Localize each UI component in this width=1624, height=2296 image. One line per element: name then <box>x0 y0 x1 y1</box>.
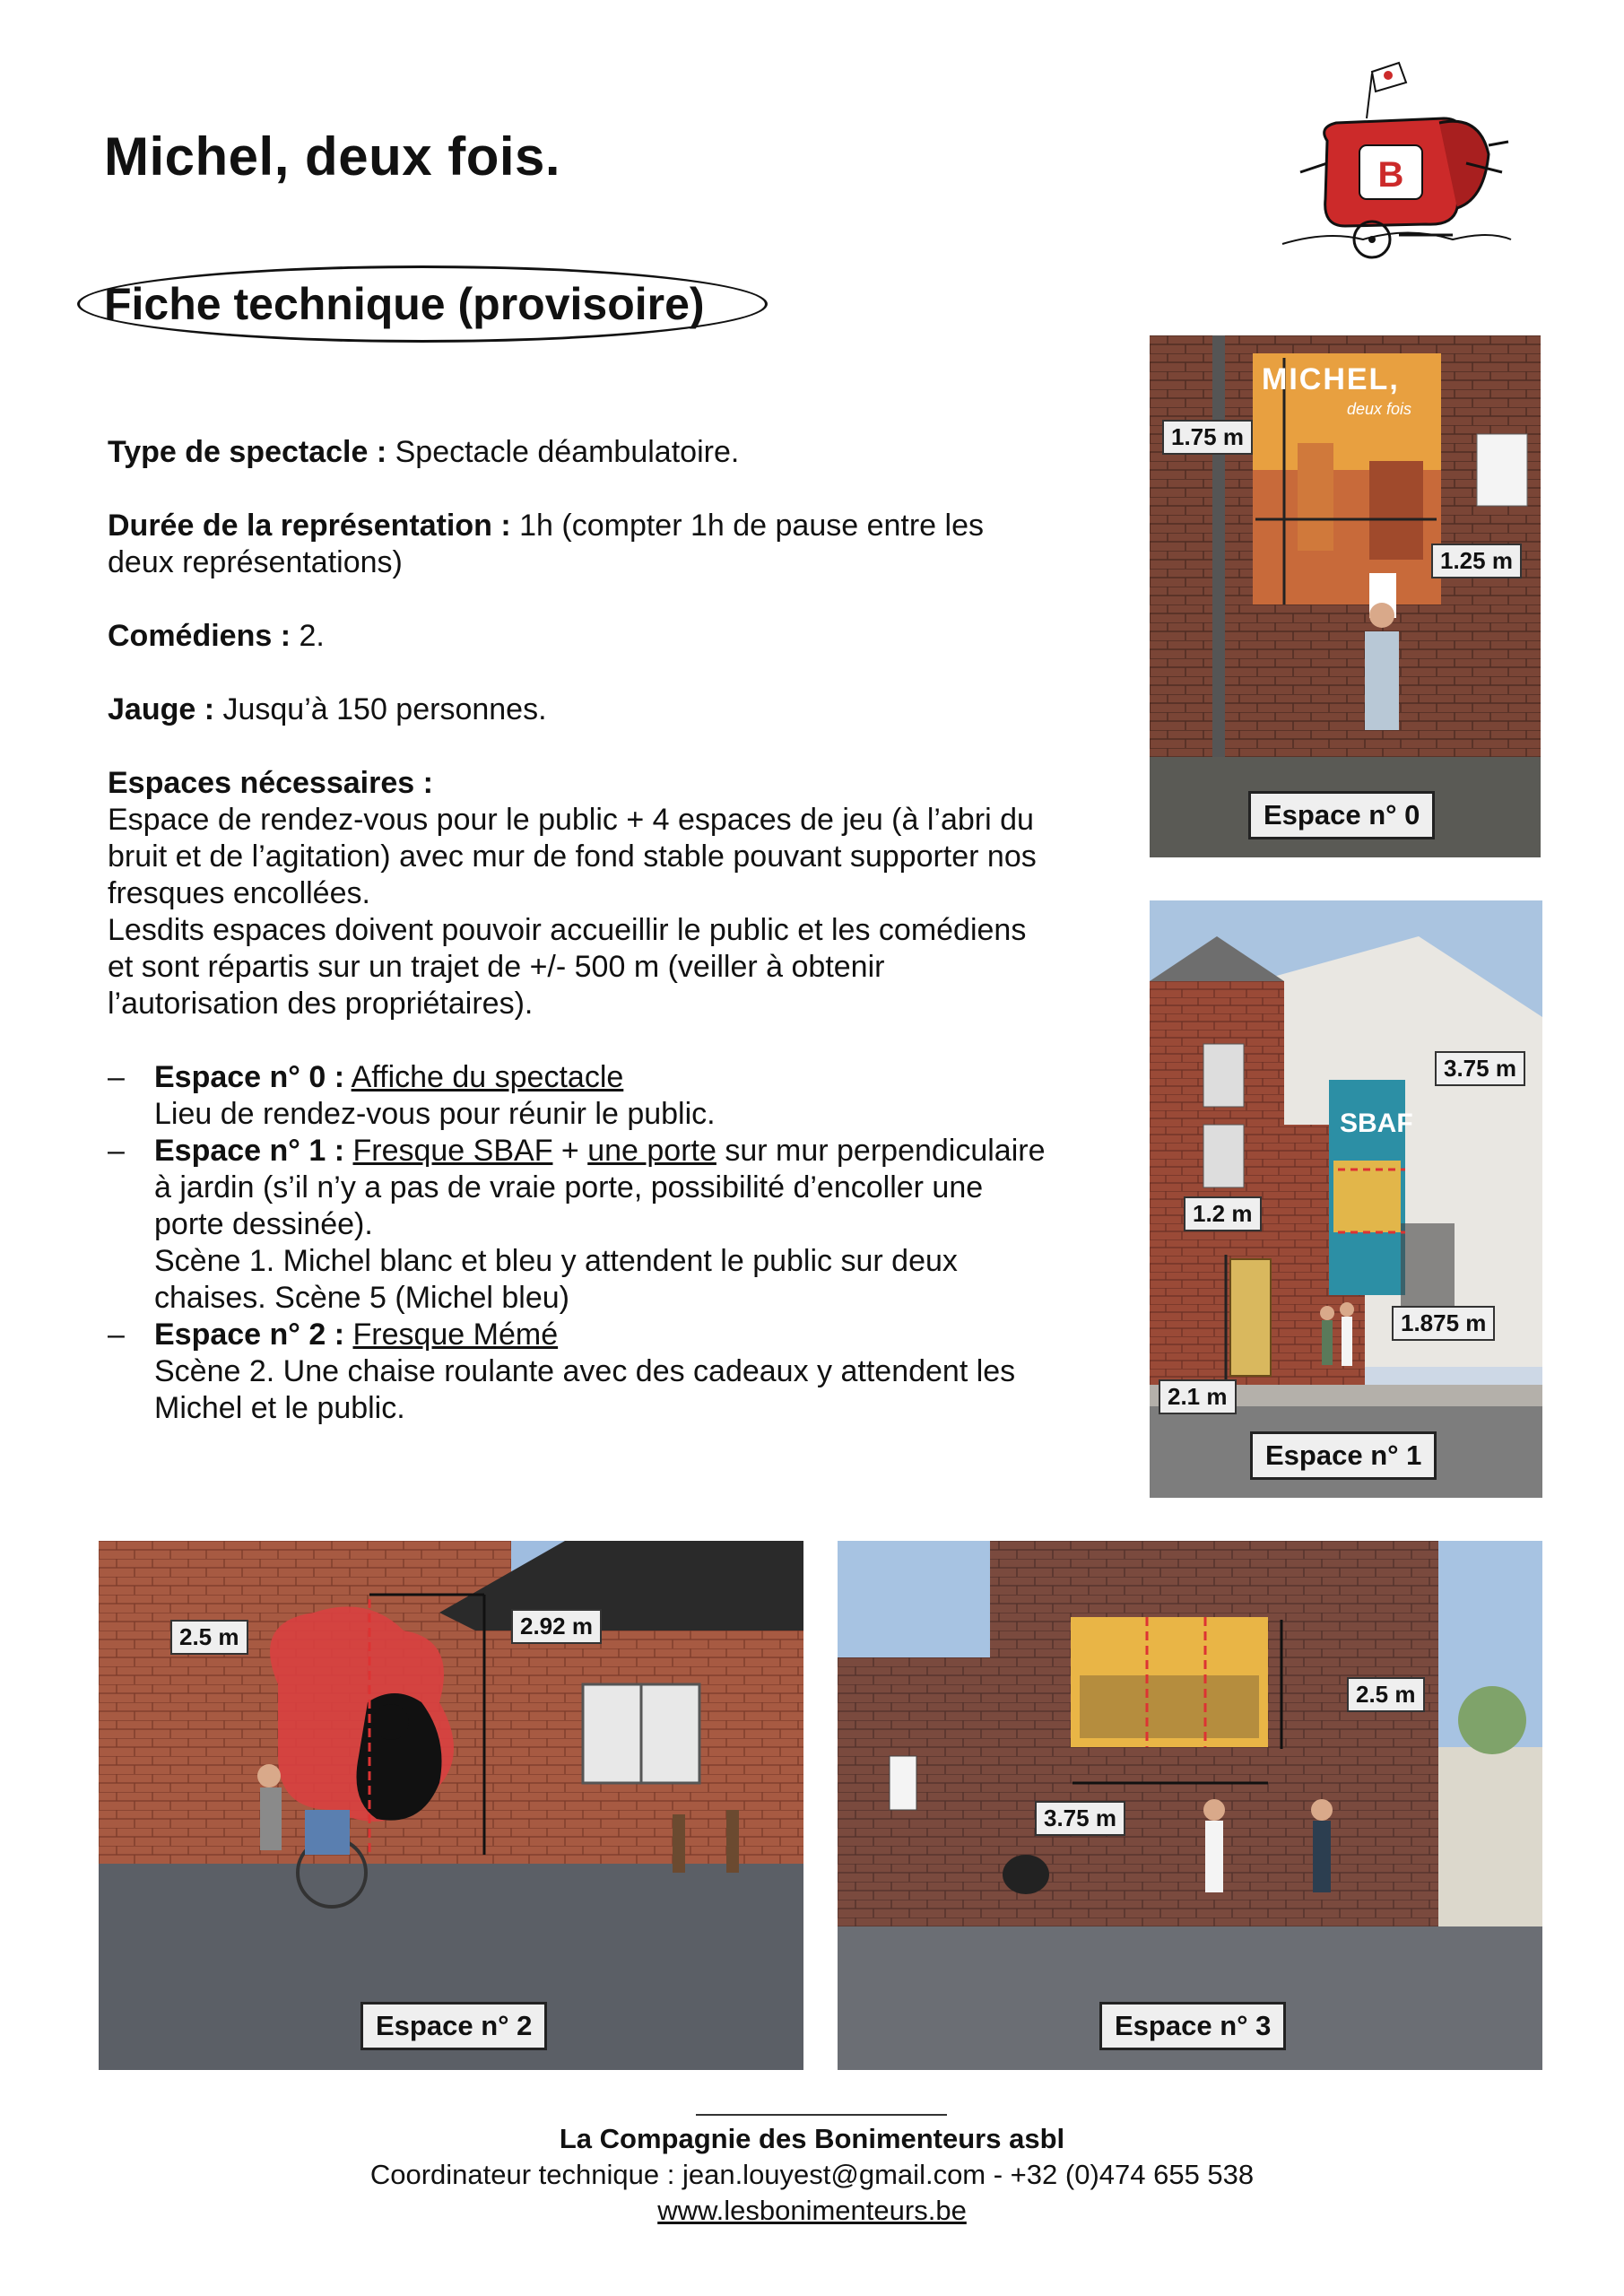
document-subtitle: Fiche technique (provisoire) <box>104 279 705 329</box>
poster-title: MICHEL, <box>1262 362 1400 396</box>
list-item <box>108 1059 1049 1133</box>
type-line <box>108 434 1049 471</box>
comediens-value: 2. <box>291 619 325 653</box>
espaces-paragraph-1: Espace de rendez-vous pour le public + 4 espaces de jeu (à l’abri du bruit et de l’agitation) avec mur de fond stable pouvant supporter nos fresques encollées. <box>108 803 1037 910</box>
plus-text: + <box>552 1134 588 1168</box>
company-logo <box>1273 56 1515 271</box>
dimension-label: 2.5 m <box>170 1620 248 1655</box>
jauge-label: Jauge : <box>108 692 215 726</box>
porte-link[interactable]: une porte <box>587 1134 716 1168</box>
affiche-link[interactable]: Affiche du spectacle <box>351 1060 624 1094</box>
type-label: Type de spectacle : <box>108 435 387 469</box>
dimension-label: 3.75 m <box>1435 1051 1525 1086</box>
brick-wall-illustration <box>1150 335 1541 857</box>
space-badge: Espace n° 2 <box>360 2002 547 2050</box>
dimension-label: 2.1 m <box>1159 1379 1237 1414</box>
espaces-heading <box>108 765 1049 802</box>
spaces-list <box>108 1059 1049 1427</box>
jauge-line <box>108 691 1049 728</box>
space-inline-description: sur mur perpendiculaire à jardin (s’il n’y a pas de vraie porte, possibilité d’encoller une porte dessinée). <box>154 1134 1046 1241</box>
espaces-label: Espaces nécessaires : <box>108 766 433 800</box>
duree-line <box>108 508 1049 581</box>
type-value: Spectacle déambulatoire. <box>386 435 740 469</box>
photo-espace-3 <box>838 1541 1542 2070</box>
space-label: Espace n° 0 : <box>154 1060 345 1094</box>
jauge-value: Jusqu’à 150 personnes. <box>214 692 547 726</box>
duree-label: Durée de la représentation : <box>108 509 511 543</box>
list-item <box>108 1133 1049 1317</box>
dimension-label: 3.75 m <box>1035 1801 1125 1836</box>
espaces-paragraph-2: Lesdits espaces doivent pouvoir accueillir le public et les comédiens et sont répartis sur un trajet de +/- 500 m (veiller à obtenir l’autorisation des propriétaires). <box>108 913 1027 1021</box>
logo-flag-icon <box>1367 63 1406 118</box>
footer <box>0 2121 1624 2229</box>
space-label: Espace n° 1 : <box>154 1134 345 1168</box>
fresque-sbaf-link[interactable]: Fresque SBAF <box>352 1134 553 1168</box>
footer-org: La Compagnie des Bonimenteurs asbl <box>559 2123 1065 2154</box>
poster-subtitle: deux fois <box>1347 400 1412 418</box>
list-dash: – <box>108 1060 125 1094</box>
space-label: Espace n° 2 : <box>154 1318 345 1352</box>
photo-espace-1 <box>1150 900 1542 1498</box>
footer-website-link[interactable]: www.lesbonimenteurs.be <box>657 2195 967 2226</box>
space-description: Lieu de rendez-vous pour réunir le public. <box>154 1097 716 1131</box>
footer-contact: Coordinateur technique : jean.louyest@gmail.com - +32 (0)474 655 538 <box>369 2159 1255 2190</box>
dimension-label-height: 1.75 m <box>1162 420 1253 455</box>
wall-illustration <box>838 1541 1542 2070</box>
space-description: Scène 2. Une chaise roulante avec des cadeaux y attendent les Michel et le public. <box>154 1354 1016 1425</box>
logo-letter: B <box>1377 155 1404 195</box>
space-badge: Espace n° 0 <box>1248 791 1435 839</box>
space-description: Scène 1. Michel blanc et bleu y attendent le public sur deux chaises. Scène 5 (Michel bleu) <box>154 1244 958 1315</box>
document-title: Michel, deux fois. <box>104 126 561 187</box>
dimension-label: 2.5 m <box>1347 1677 1425 1712</box>
dimension-label: 2.92 m <box>511 1609 602 1644</box>
photo-espace-2 <box>99 1541 803 2070</box>
dimension-label-width: 1.25 m <box>1431 544 1522 578</box>
technical-details <box>108 434 1049 1427</box>
fresque-meme-link[interactable]: Fresque Mémé <box>352 1318 559 1352</box>
footer-rule <box>696 2114 947 2116</box>
space-badge: Espace n° 1 <box>1250 1431 1437 1480</box>
duree-value: 1h (compter 1h de pause entre les deux représentations) <box>108 509 985 579</box>
space-badge: Espace n° 3 <box>1099 2002 1286 2050</box>
photo-espace-0 <box>1150 335 1541 857</box>
list-dash: – <box>108 1134 125 1168</box>
dimension-label: 1.875 m <box>1392 1306 1495 1341</box>
comediens-label: Comédiens : <box>108 619 291 653</box>
comediens-line <box>108 618 1049 655</box>
dimension-label: 1.2 m <box>1184 1196 1262 1231</box>
fresco-text: SBAF <box>1340 1109 1413 1138</box>
list-item <box>108 1317 1049 1427</box>
list-dash: – <box>108 1318 125 1352</box>
